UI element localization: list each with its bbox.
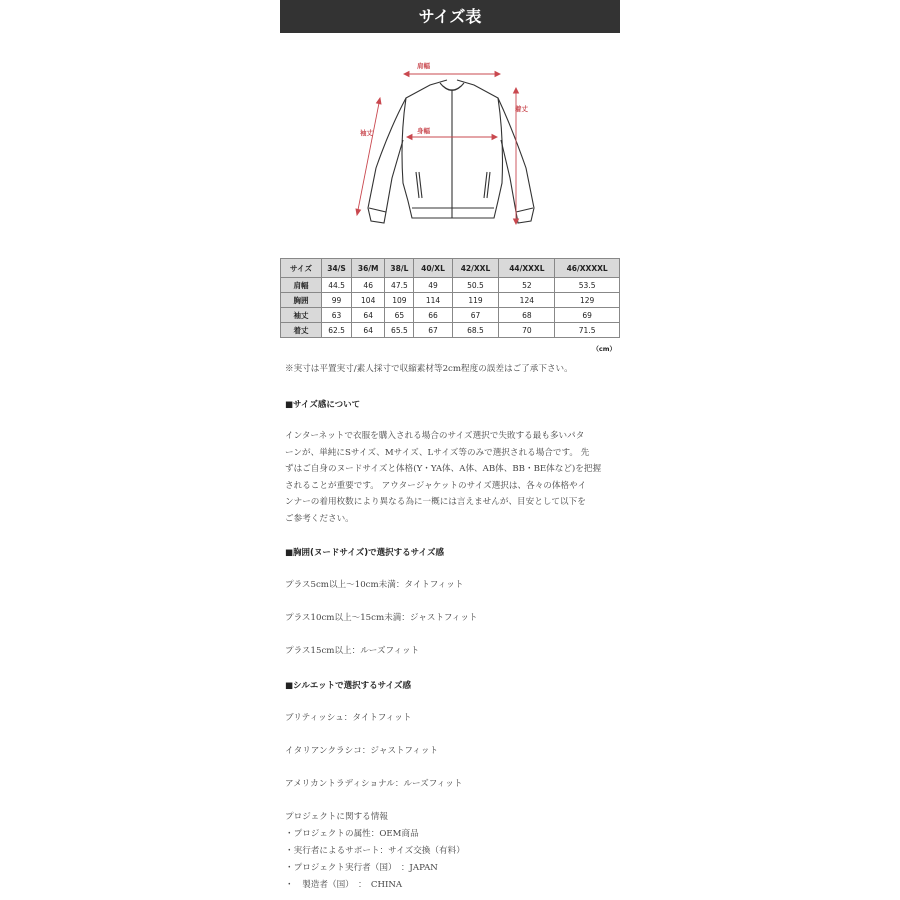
paragraph-line: ご参考ください。 (285, 513, 354, 524)
table-cell: 68.5 (452, 323, 499, 338)
table-row (281, 278, 620, 293)
table-cell: 70 (499, 323, 555, 338)
silhouette-fit-item: アメリカントラディショナル：ルーズフィット (285, 779, 463, 789)
size-table-header: 42/XXL (452, 259, 499, 278)
measurement-note: ※実寸は平置実寸/素人採寸で収縮素材等2cm程度の誤差はご了承下さい。 (285, 364, 573, 374)
jacket-illustration (368, 80, 534, 223)
table-cell: 109 (385, 293, 414, 308)
row-label: 胸囲 (281, 293, 322, 308)
table-cell: 124 (499, 293, 555, 308)
table-cell: 65.5 (385, 323, 414, 338)
table-cell: 104 (352, 293, 385, 308)
unit-label: （cm） (592, 345, 616, 353)
table-cell: 44.5 (322, 278, 352, 293)
silhouette-fit-item: イタリアンクラシコ：ジャストフィット (285, 746, 439, 756)
size-table-header: 40/XL (414, 259, 452, 278)
table-cell: 99 (322, 293, 352, 308)
table-cell: 53.5 (555, 278, 620, 293)
table-row (281, 308, 620, 323)
table-cell: 114 (414, 293, 452, 308)
table-cell: 63 (322, 308, 352, 323)
size-fit-paragraph (285, 428, 620, 527)
paragraph-line: ンナーの着用枚数により異なる為に一概には言えませんが、目安として以下を (285, 497, 586, 507)
label-chest-width: 身幅 (417, 127, 430, 135)
table-cell: 65 (385, 308, 414, 323)
table-row (281, 293, 620, 308)
table-cell: 52 (499, 278, 555, 293)
chest-fit-item: プラス5cm以上〜10cm未満：タイトフィット (285, 580, 464, 590)
table-cell: 49 (414, 278, 452, 293)
table-cell: 119 (452, 293, 499, 308)
table-cell: 46 (352, 278, 385, 293)
size-chart-title: サイズ表 (280, 0, 620, 33)
project-info-item: ・プロジェクト実行者（国） ：JAPAN (285, 863, 438, 873)
size-table-header: 34/S (322, 259, 352, 278)
table-cell: 62.5 (322, 323, 352, 338)
project-info-item: ・プロジェクトの属性：OEM商品 (285, 829, 419, 839)
size-table-header: サイズ (281, 259, 322, 278)
chest-fit-item: プラス10cm以上〜15cm未満：ジャストフィット (285, 613, 478, 623)
table-cell: 67 (414, 323, 452, 338)
project-info-item: ・ 製造者（国） ： CHINA (285, 880, 403, 890)
size-table-header: 44/XXXL (499, 259, 555, 278)
heading-silhouette-fit: ■シルエットで選択するサイズ感 (285, 681, 411, 691)
paragraph-line: ずはご自身のヌードサイズと体格(Y・YA体、A体、AB体、BB・BE体など)を把握 (285, 464, 602, 474)
measurement-arrows (356, 72, 519, 225)
size-table-header: 38/L (385, 259, 414, 278)
label-sleeve-length: 袖丈 (360, 129, 373, 137)
table-row (281, 323, 620, 338)
table-cell: 68 (499, 308, 555, 323)
size-table-header: 46/XXXXL (555, 259, 620, 278)
heading-size-fit: ■サイズ感について (285, 400, 361, 410)
chest-fit-item: プラス15cm以上：ルーズフィット (285, 646, 420, 656)
table-cell: 66 (414, 308, 452, 323)
heading-chest-fit: ■胸囲(ヌードサイズ)で選択するサイズ感 (285, 548, 444, 558)
project-info-title: プロジェクトに関する情報 (285, 812, 388, 822)
paragraph-line: されることが重要です。 アウタージャケットのサイズ選択は、各々の体格やイ (285, 480, 587, 491)
table-cell: 47.5 (385, 278, 414, 293)
label-shoulder-width: 肩幅 (417, 62, 430, 70)
size-table-header-row (281, 259, 620, 278)
table-cell: 50.5 (452, 278, 499, 293)
table-cell: 69 (555, 308, 620, 323)
silhouette-fit-item: ブリティッシュ：タイトフィット (285, 713, 412, 723)
size-table-header: 36/M (352, 259, 385, 278)
table-cell: 64 (352, 308, 385, 323)
table-cell: 129 (555, 293, 620, 308)
table-cell: 67 (452, 308, 499, 323)
row-label: 袖丈 (281, 308, 322, 323)
table-cell: 64 (352, 323, 385, 338)
size-table (280, 258, 620, 338)
paragraph-line: ーンが、単純にSサイズ、Mサイズ、Lサイズ等のみで選択される場合です。 先 (285, 447, 590, 458)
table-cell: 71.5 (555, 323, 620, 338)
row-label: 着丈 (281, 323, 322, 338)
row-label: 肩幅 (281, 278, 322, 293)
project-info-item: ・実行者によるサポート：サイズ交換（有料） (285, 846, 465, 856)
label-body-length: 着丈 (515, 105, 528, 113)
jacket-measurement-diagram (280, 58, 620, 233)
paragraph-line: インターネットで衣服を購入される場合のサイズ選択で失敗する最も多いパタ (285, 431, 585, 441)
